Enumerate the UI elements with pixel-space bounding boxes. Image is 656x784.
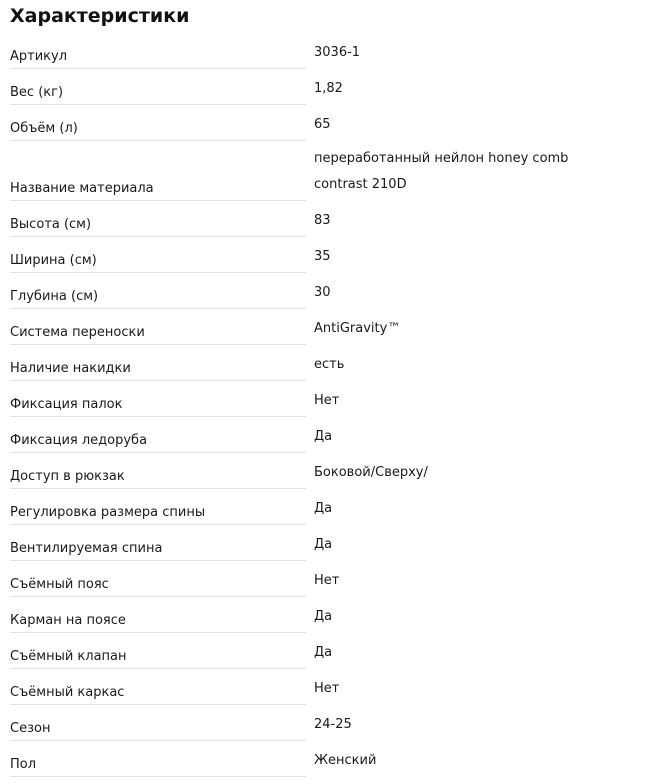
spec-row-removable-frame [0, 672, 656, 708]
spec-value: Да [314, 501, 333, 516]
row-divider [10, 596, 306, 597]
row-divider [10, 452, 306, 453]
spec-value: Нет [314, 573, 340, 588]
row-divider [10, 140, 306, 141]
spec-row-weight [0, 72, 656, 108]
row-divider [10, 380, 306, 381]
spec-value: Да [314, 537, 333, 552]
spec-value: AntiGravity™ [314, 321, 401, 336]
spec-value: есть [314, 357, 345, 372]
spec-label: Вес (кг) [10, 85, 64, 100]
row-divider [10, 104, 306, 105]
spec-label: Съёмный пояс [10, 577, 109, 592]
spec-label: Глубина (см) [10, 289, 99, 304]
spec-value: 3036-1 [314, 45, 361, 60]
spec-label: Карман на поясе [10, 613, 126, 628]
spec-row-ice-axe-attachment [0, 420, 656, 456]
spec-value: Да [314, 429, 333, 444]
spec-row-width [0, 240, 656, 276]
spec-list [0, 36, 656, 780]
spec-row-depth [0, 276, 656, 312]
spec-row-material [0, 144, 656, 204]
row-divider [10, 668, 306, 669]
spec-value: Боковой/Сверху/ [314, 465, 428, 480]
spec-row-removable-belt [0, 564, 656, 600]
spec-label: Регулировка размера спины [10, 505, 206, 520]
spec-label: Фиксация палок [10, 397, 123, 412]
spec-label: Название материала [10, 181, 154, 196]
spec-label: Объём (л) [10, 121, 78, 136]
spec-value: 65 [314, 117, 331, 132]
spec-label: Пол [10, 757, 37, 772]
spec-row-gender [0, 744, 656, 780]
spec-value: 83 [314, 213, 331, 228]
row-divider [10, 272, 306, 273]
spec-value: Женский [314, 753, 377, 768]
spec-value: 35 [314, 249, 331, 264]
spec-label: Система переноски [10, 325, 145, 340]
spec-label: Вентилируемая спина [10, 541, 163, 556]
section-title: Характеристики [10, 5, 190, 27]
spec-value: переработанный нейлон honey comb contrast 210D [314, 151, 569, 192]
spec-row-ventilated-back [0, 528, 656, 564]
spec-value: Нет [314, 681, 340, 696]
spec-label: Ширина (см) [10, 253, 97, 268]
spec-value: 1,82 [314, 81, 343, 96]
row-divider [10, 488, 306, 489]
row-divider [10, 200, 306, 201]
row-divider [10, 632, 306, 633]
spec-label: Съёмный каркас [10, 685, 125, 700]
row-divider [10, 704, 306, 705]
spec-row-height [0, 204, 656, 240]
spec-row-rain-cover [0, 348, 656, 384]
spec-row-article [0, 36, 656, 72]
spec-row-carry-system [0, 312, 656, 348]
row-divider [10, 308, 306, 309]
row-divider [10, 236, 306, 237]
spec-row-volume [0, 108, 656, 144]
spec-value: Нет [314, 393, 340, 408]
spec-label: Артикул [10, 49, 68, 64]
row-divider [10, 524, 306, 525]
spec-label: Высота (см) [10, 217, 92, 232]
spec-value: Да [314, 609, 333, 624]
spec-row-season [0, 708, 656, 744]
spec-row-back-adjustment [0, 492, 656, 528]
spec-label: Съёмный клапан [10, 649, 127, 664]
row-divider [10, 740, 306, 741]
spec-label: Сезон [10, 721, 51, 736]
row-divider [10, 560, 306, 561]
spec-label: Фиксация ледоруба [10, 433, 148, 448]
spec-row-removable-lid [0, 636, 656, 672]
spec-row-access [0, 456, 656, 492]
spec-label: Доступ в рюкзак [10, 469, 125, 484]
spec-row-belt-pocket [0, 600, 656, 636]
row-divider [10, 344, 306, 345]
row-divider [10, 68, 306, 69]
spec-row-pole-attachment [0, 384, 656, 420]
row-divider [10, 416, 306, 417]
spec-value: 30 [314, 285, 331, 300]
spec-label: Наличие накидки [10, 361, 131, 376]
spec-value: Да [314, 645, 333, 660]
row-divider [10, 776, 306, 777]
spec-value: 24-25 [314, 717, 352, 732]
